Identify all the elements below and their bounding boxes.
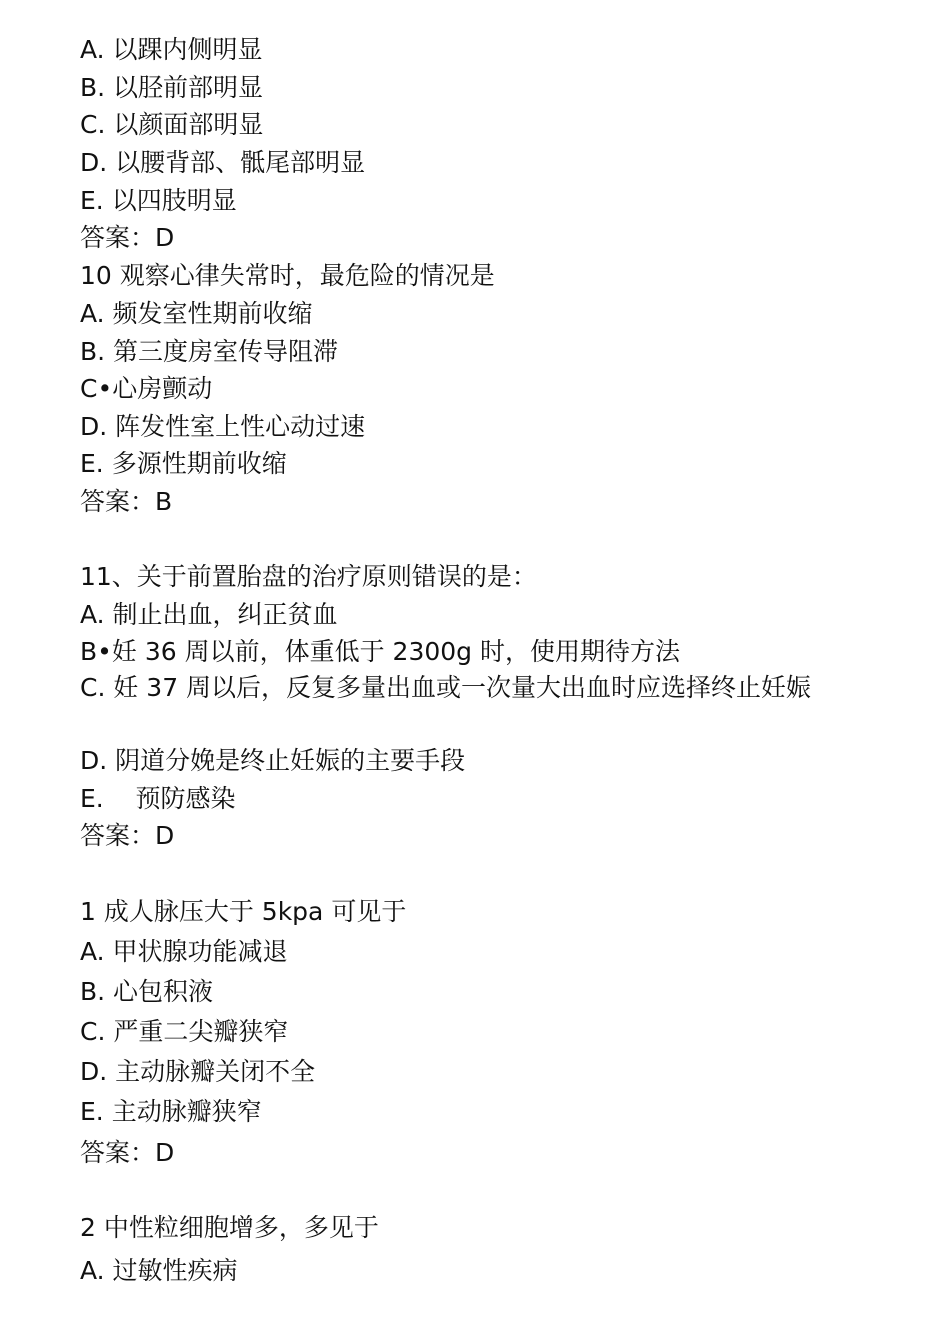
q9-option-c: C. 以颜面部明显: [80, 110, 264, 139]
q1-option-a: A. 甲状腺功能减退: [80, 937, 288, 966]
q11-option-a: A. 制止出血，纠正贫血: [80, 600, 338, 629]
q2-stem: 2 中性粒细胞增多，多见于: [80, 1213, 379, 1242]
q1-answer: 答案：D: [80, 1138, 175, 1167]
q1-option-b: B. 心包积液: [80, 977, 214, 1006]
q10-option-e: E. 多源性期前收缩: [80, 449, 287, 478]
q11-answer: 答案：D: [80, 821, 175, 850]
q1-stem: 1 成人脉压大于 5kpa 可见于: [80, 897, 407, 926]
q10-option-a: A. 频发室性期前收缩: [80, 299, 313, 328]
q10-option-b: B. 第三度房室传导阻滞: [80, 337, 339, 366]
q1-option-e: E. 主动脉瓣狭窄: [80, 1097, 262, 1126]
q9-option-b: B. 以胫前部明显: [80, 73, 264, 102]
q9-option-e: E. 以四肢明显: [80, 186, 237, 215]
q10-option-d: D. 阵发性室上性心动过速: [80, 412, 366, 441]
q11-stem: 11、关于前置胎盘的治疗原则错误的是：: [80, 562, 537, 591]
q10-answer: 答案：B: [80, 487, 173, 516]
q9-option-a: A. 以踝内侧明显: [80, 35, 263, 64]
q9-option-d: D. 以腰背部、骶尾部明显: [80, 148, 366, 177]
q10-option-c: C•心房颤动: [80, 374, 213, 403]
q11-option-b: B•妊 36 周以前，体重低于 2300g 时，使用期待方法: [80, 637, 680, 666]
q1-option-d: D. 主动脉瓣关闭不全: [80, 1057, 316, 1086]
q11-option-e: E. 预防感染: [80, 784, 236, 813]
q10-stem: 10 观察心律失常时，最危险的情况是: [80, 261, 495, 290]
q11-option-c: C. 妊 37 周以后，反复多量出血或一次量大出血时应选择终止妊娠: [80, 673, 812, 702]
q2-option-a: A. 过敏性疾病: [80, 1256, 238, 1285]
q9-answer: 答案：D: [80, 223, 175, 252]
q11-option-d: D. 阴道分娩是终止妊娠的主要手段: [80, 746, 466, 775]
q1-option-c: C. 严重二尖瓣狭窄: [80, 1017, 289, 1046]
